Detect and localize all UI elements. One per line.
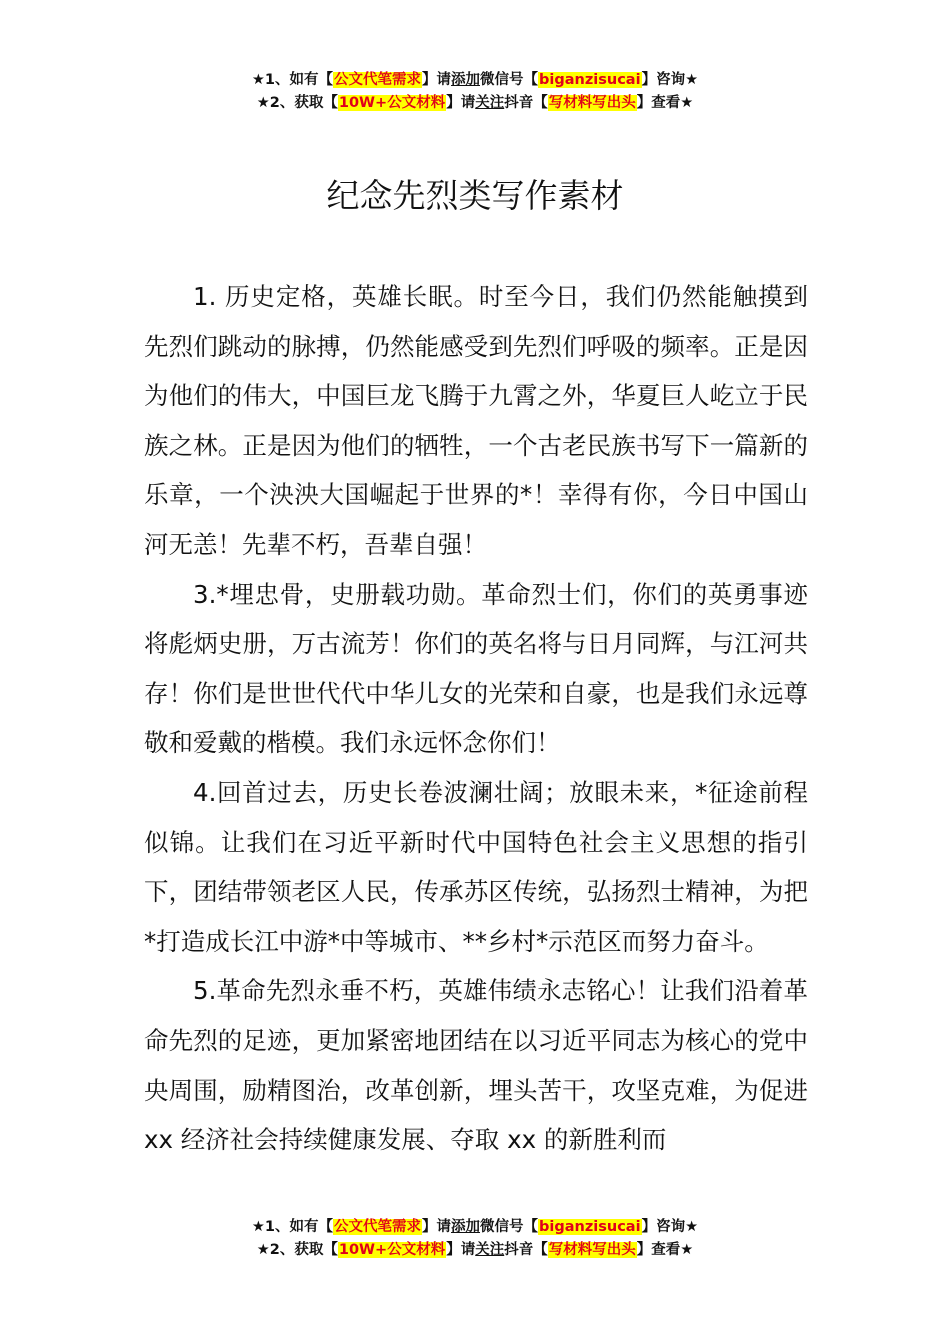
banner-highlight: 写材料写出头: [548, 1242, 636, 1258]
banner-highlight: 10W+公文材料: [338, 1242, 446, 1258]
banner-text: 】咨询★: [641, 1219, 699, 1235]
banner-highlight: 公文代笔需求: [334, 72, 422, 88]
banner-text: 】查看★: [636, 95, 694, 111]
paragraph: 3.*埋忠骨，史册载功勋。革命烈士们，你们的英勇事迹将彪炳史册，万古流芳！你们的英名将与日月同辉，与江河共存！你们是世世代代中华儿女的光荣和自豪，也是我们永远尊敬和爱戴的楷模。我们永远怀念你们！: [144, 579, 808, 758]
banner-underlined-text: 添加: [451, 1219, 481, 1235]
banner-text: ★2、获取【: [256, 95, 338, 111]
banner-text: ★1、如有【: [251, 1219, 334, 1235]
paragraph: 4.回首过去，历史长卷波澜壮阔；放眼未来，*征途前程似锦。让我们在习近平新时代中国特色社会主义思想的指引下，团结带领老区人民，传承苏区传统，弘扬烈士精神，为把*打造成长江中游*中等城市、**乡村*示范区而努力奋斗。: [144, 777, 808, 956]
paragraph: 5.革命先烈永垂不朽，英雄伟绩永志铭心！让我们沿着革命先烈的足迹，更加紧密地团结在以习近平同志为核心的党中央周围，励精图治，改革创新，埋头苦干，攻坚克难，为促进 xx 经济社会持续健康发展、夺取 xx 的新胜利而: [144, 976, 808, 1155]
banner-underlined-text: 关注: [475, 1242, 505, 1258]
banner-text: 微信号【: [480, 1219, 539, 1235]
banner-text: 】请: [446, 1242, 476, 1258]
banner-text: 】请: [446, 95, 476, 111]
footer-banner: [0, 1216, 950, 1262]
banner-underlined-text: 关注: [475, 95, 505, 111]
banner-line-2: [0, 1239, 950, 1262]
document-title: 纪念先烈类写作素材: [326, 176, 624, 215]
banner-underlined-text: 添加: [451, 72, 481, 88]
paragraph: 1. 历史定格，英雄长眠。时至今日，我们仍然能触摸到先烈们跳动的脉搏，仍然能感受到先烈们呼吸的频率。正是因为他们的伟大，中国巨龙飞腾于九霄之外，华夏巨人屹立于民族之林。正是因为他们的牺牲，一个古老民族书写下一篇新的乐章，一个泱泱大国崛起于世界的*！幸得有你，今日中国山河无恙！先辈不朽，吾辈自强！: [144, 282, 808, 559]
banner-highlight: 写材料写出头: [548, 95, 636, 111]
banner-highlight: biganzisucai: [539, 1219, 641, 1235]
banner-text: 】查看★: [636, 1242, 694, 1258]
banner-text: ★2、获取【: [256, 1242, 338, 1258]
document-body: [144, 272, 808, 1165]
banner-text: 】咨询★: [641, 72, 699, 88]
banner-text: 抖音【: [504, 1242, 548, 1258]
banner-text: 】请: [422, 72, 452, 88]
banner-line-1: [0, 69, 950, 92]
banner-line-2: [0, 92, 950, 115]
banner-highlight: biganzisucai: [539, 72, 641, 88]
header-banner: [0, 69, 950, 115]
banner-text: 】请: [422, 1219, 452, 1235]
banner-highlight: 公文代笔需求: [334, 1219, 422, 1235]
banner-line-1: [0, 1216, 950, 1239]
banner-text: ★1、如有【: [251, 72, 334, 88]
banner-text: 抖音【: [504, 95, 548, 111]
banner-highlight: 10W+公文材料: [338, 95, 446, 111]
banner-text: 微信号【: [480, 72, 539, 88]
